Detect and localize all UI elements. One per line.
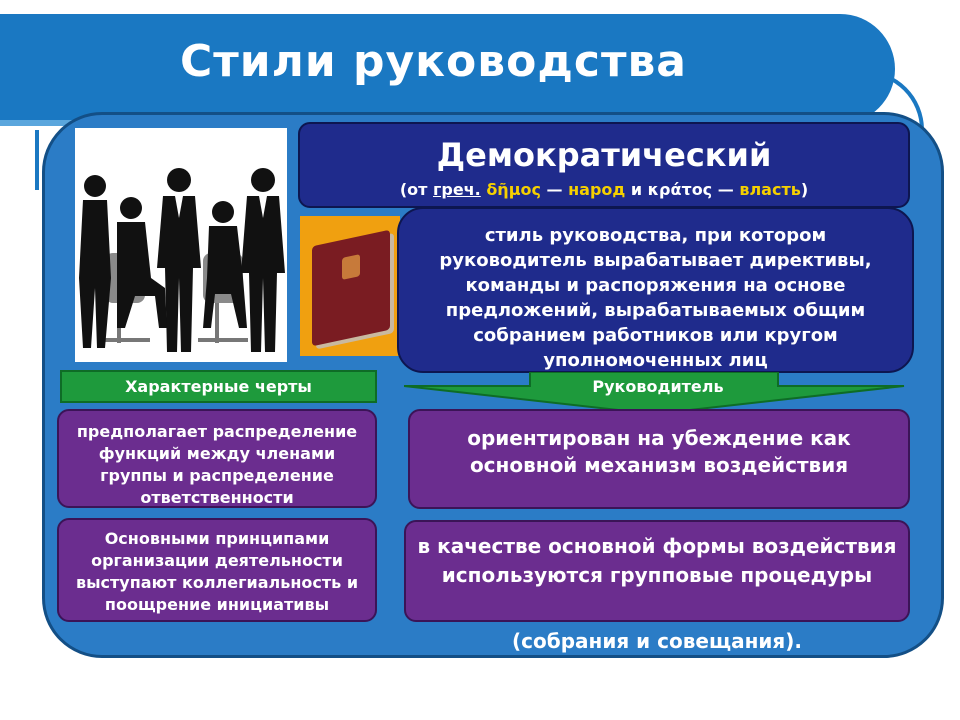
leader-text-1: ориентирован на убеждение как основной механизм воздействия [467, 426, 851, 477]
etym-and-kratos: и κράτος — [625, 180, 740, 199]
trait-text-1: предполагает распределение функций между членами группы и распределение ответственности [76, 422, 358, 507]
leader-text-2: в качестве основной формы воздействия используются групповые процедуры [417, 534, 897, 587]
slide-title: Стили руководства [180, 36, 687, 87]
book-image [300, 216, 400, 356]
leader-label: Руководитель [592, 377, 724, 396]
people-silhouette-icon [75, 128, 287, 362]
style-name: Демократический [436, 136, 772, 174]
trait-text-2: Основными принципами организации деятельности выступают коллегиальность и поощрение инициативы [75, 529, 359, 614]
leader-box-2 [404, 520, 910, 653]
style-header-box [298, 122, 910, 208]
etymology-line [300, 180, 908, 199]
etym-word-demos: δῆμος [486, 180, 541, 199]
left-accent-line [35, 130, 39, 190]
definition-text: стиль руководства, при котором руководитель вырабатывает директивы, команды и распоряжения на основе предложений, вырабатываемых общим собранием работников или кругом уполномоченных лиц [439, 225, 872, 371]
leader-text-2-continuation: (собрания и совещания). [512, 629, 802, 653]
etym-meaning-people: народ [568, 180, 626, 199]
etym-close: ) [800, 180, 809, 199]
etym-meaning-power: власть [739, 180, 801, 199]
etym-open: (от [399, 180, 433, 199]
business-team-image [75, 128, 287, 362]
traits-label: Характерные черты [60, 370, 377, 403]
etym-dash-1: — [540, 180, 569, 199]
trait-box-2 [57, 518, 377, 622]
trait-box-1 [57, 409, 377, 508]
book-emblem-icon [342, 254, 360, 280]
definition-box [397, 207, 914, 373]
red-book-icon [312, 230, 390, 347]
etym-language-link[interactable]: греч. [433, 180, 481, 199]
leader-box-1 [408, 409, 910, 509]
